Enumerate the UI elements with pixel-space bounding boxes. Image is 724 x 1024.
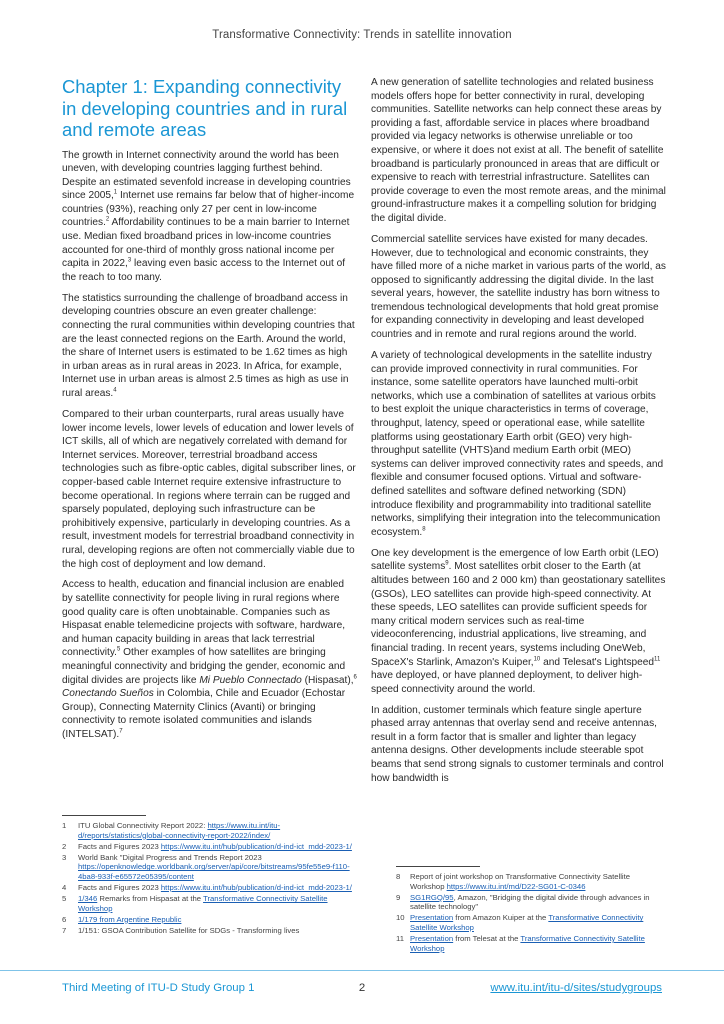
footnote-divider bbox=[396, 866, 480, 867]
chapter-title: Chapter 1: Expanding connectivity in developing countries and in rural and remote areas bbox=[62, 76, 348, 140]
footnote-ref-2[interactable]: 2 bbox=[105, 217, 110, 224]
footnote-6-link[interactable]: 1/179 from Argentine Republic bbox=[78, 914, 182, 924]
footnote-ref-8[interactable]: 8 bbox=[422, 526, 426, 533]
footnote-ref-4[interactable]: 4 bbox=[113, 387, 117, 394]
footnote-4-link[interactable]: https://www.itu.int/hub/publication/d-ind-ict_mdd-2023-1/ bbox=[160, 883, 352, 893]
footnote-11: 11 Presentation from Telesat at the Transformative Connectivity Satellite Workshop bbox=[396, 934, 645, 953]
footnote-ref-9[interactable]: 9 bbox=[445, 560, 449, 567]
footnote-2: 2 Facts and Figures 2023 https://www.itu.int/hub/publication/d-ind-ict_mdd-2023-1/ bbox=[62, 841, 352, 851]
footnote-11-workshop-link[interactable]: Transformative Connectivity Satellite Workshop bbox=[410, 934, 645, 953]
footnote-ref-11[interactable]: 11 bbox=[654, 656, 661, 663]
page-number: 2 bbox=[358, 982, 366, 994]
left-paragraph-2: The statistics surrounding the challenge of broadband access in developing countries obscure an even greater challenge: connecting the rural communities within developing countries that are the least connected regions on the Earth. Around the world, the share of Internet users is estimated to be 1.62 times as high in urban areas as in rural areas in 2023. In Africa, for example, Internet use in urban areas is almost 2.5 times as high as use in rural areas.$^4$ bbox=[62, 292, 355, 399]
left-column bbox=[62, 76, 357, 749]
right-paragraph-4: One key development is the emergence of low Earth orbit (LEO) satellite systems$^9$. Most satellites orbit closer to the Earth (at altitudes between 160 and 2 000 km) than geostationary satellites (GSOs), LEO satellites can provide high-speed connectivity. At these speeds, LEO satellites can provide sufficient speeds for many critical modern services such as real-time videoconferencing, industrial applications, live streaming, and financial trading. In recent years, systems including OneWeb, SpaceX's Starlink, Amazon's Kuiper,$^{10}$ and Telesat's Lightspeed$^{11}$ have deployed, or have planned deployment, to deliver high-speed connectivity around the world. bbox=[371, 547, 666, 695]
footnote-9-link[interactable]: SG1RGQ/95 bbox=[410, 892, 454, 902]
right-column bbox=[371, 76, 666, 793]
footnote-3-link[interactable]: https://openknowledge.worldbank.org/server/api/core/bitstreams/95fe55e9-f110-4ba8-933f-e65572e05395/content bbox=[78, 862, 350, 881]
footnote-ref-5[interactable]: 5 bbox=[116, 647, 121, 654]
footnote-10-workshop-link[interactable]: Transformative Connectivity Satellite Workshop bbox=[410, 913, 644, 932]
footnote-9: 9 SG1RGQ/95, Amazon, "Bridging the digital divide through advances in satellite technology" bbox=[396, 892, 650, 912]
right-paragraph-2: Commercial satellite services have existed for many decades. However, due to technological and economic constraints, they have filled more of a niche market in various parts of the world, as opposed to significantly addressing the digital divide. In the last several years, however, the satellite industry has born witness to tremendous technological developments that hold great promise for expanding connectivity in developing and least developed countries and in remote and rural regions around the world. bbox=[371, 233, 666, 341]
footnotes-right bbox=[396, 866, 662, 955]
footnote-ref-1[interactable]: 1 bbox=[113, 189, 118, 196]
footnote-5-workshop-link[interactable]: Transformative Connectivity Satellite Workshop bbox=[78, 894, 328, 913]
left-paragraph-3: Compared to their urban counterparts, rural areas usually have lower income levels, lower levels of education and lower levels of ICT skills, all of which are negatively correlated with demand for Internet services. Moreover, terrestrial broadband access technologies such as fibre-optic cables, digital subscriber lines, or copper-based cable Internet require extensive infrastructure to become operational. In regions where terrain can be rugged and sparsely populated, deploying such infrastructure can be prohibitively expensive, particularly in developing countries. As a result, investment models for terrestrial broadband connectivity in rural, developing regions are often not commercially viable due to the high cost of deployment and low demand. bbox=[62, 408, 356, 570]
footer-website-link[interactable]: www.itu.int/itu-d/sites/studygroups bbox=[490, 982, 662, 994]
footnote-divider bbox=[62, 815, 146, 816]
right-paragraph-1: A new generation of satellite technologies and related business models offers hope for better connectivity in rural, developing communities. Satellite networks can help connect these areas by providing a fast, affordable service in places where broadband provided via legacy networks is otherwise unreliable or too expensive, or where it does not exist at all. The benefit of satellite broadband is particularly pronounced in areas that are difficult or expensive to reach with terrestrial infrastructure. Satellites can provide coverage to even the most remote areas, and the minimal ground-infrastructure makes it a compelling solution for bridging the digital divide. bbox=[371, 77, 666, 224]
footnote-10-link[interactable]: Presentation bbox=[410, 913, 454, 923]
footnote-5-link[interactable]: 1/346 bbox=[78, 894, 98, 904]
footnote-3: 3 World Bank "Digital Progress and Trends Report 2023 https://openknowledge.worldbank.org/server/api/core/bitstreams/95fe55e9-f110-4ba8-933f-e65572e05395/content bbox=[62, 852, 350, 881]
footnote-6: 6 1/179 from Argentine Republic bbox=[62, 914, 182, 924]
footnote-1: 1 ITU Global Connectivity Report 2022: https://www.itu.int/itu-d/reports/statistics/global-connectivity-report-2022/index/ bbox=[62, 821, 281, 840]
footnote-ref-6[interactable]: 6 bbox=[353, 674, 357, 681]
footnote-7: 7 1/151: GSOA Contribution Satellite for SDGs - Transforming lives bbox=[62, 925, 300, 935]
footnote-8-link[interactable]: https://www.itu.int/md/D22-SG01-C-0346 bbox=[446, 881, 586, 891]
footnote-11-link[interactable]: Presentation bbox=[410, 934, 454, 944]
right-paragraph-5: In addition, customer terminals which feature single aperture phased array antennas that overlay send and receive antennas, result in a form factor that is smaller and lighter than legacy antenna designs. Other developments include steerable spot beams that send strong signals to customer terminals and control how bandwidth is bbox=[371, 704, 664, 784]
footnote-4: 4 Facts and Figures 2023 https://www.itu.int/hub/publication/d-ind-ict_mdd-2023-1/ bbox=[62, 883, 352, 893]
left-paragraph-1: The growth in Internet connectivity around the world has been uneven, with developing countries lagging furthest behind. Despite an estimated sevenfold increase in developing countries since 2005,$^1$ Internet use remains far below that of higher-income countries (93%), reaching only 27 per cent in low-income countries.$^2$ Affordability continues to be a main barrier to Internet use. Median fixed broadband prices in low-income countries accounted for one-third of monthly gross national income per capita in 2022,$^3$ leaving even basic access to the Internet out of the reach to too many. bbox=[62, 149, 355, 283]
footnote-ref-7[interactable]: 7 bbox=[119, 728, 123, 735]
footnotes-left bbox=[62, 815, 362, 937]
footnote-ref-3[interactable]: 3 bbox=[127, 257, 132, 264]
footnote-8: 8 Report of joint workshop on Transformative Connectivity Satellite Workshop https://www.itu.int/md/D22-SG01-C-0346 bbox=[396, 872, 631, 891]
footer-meeting-title: Third Meeting of ITU-D Study Group 1 bbox=[62, 982, 255, 994]
footnote-ref-10[interactable]: 10 bbox=[533, 656, 541, 663]
footnote-10: 10 Presentation from Amazon Kuiper at the Transformative Connectivity Satellite Workshop bbox=[396, 913, 644, 932]
left-paragraph-4: Access to health, education and financial inclusion are enabled by satellite connectivity for people living in rural regions where good quality care is often unobtainable. Companies such as Hispasat enable telemedicine projects with software, hardware, and human capacity building in areas that lack terrestrial connectivity.$^5$ Other examples of how satellites are bringing meaningful connectivity and bridging the gender, economic and digital divides are projects like Mi Pueblo Connectado (Hispasat),$^6$ Conectando Sueños in Colombia, Chile and Ecuador (Echostar Group), Connecting Maternity Clinics (Avanti) or bringing connectivity to remote isolated communities and islands (INTELSAT).$^7$ bbox=[62, 579, 357, 741]
running-header: Transformative Connectivity: Trends in satellite innovation bbox=[212, 29, 512, 41]
footnote-2-link[interactable]: https://www.itu.int/hub/publication/d-ind-ict_mdd-2023-1/ bbox=[160, 841, 352, 851]
footnote-1-link[interactable]: https://www.itu.int/itu-d/reports/statistics/global-connectivity-report-2022/index/ bbox=[78, 821, 281, 840]
footer-divider bbox=[0, 970, 724, 971]
right-paragraph-3: A variety of technological developments in the satellite industry can provide improved connectivity in rural communities. For instance, some satellite operators have launched multi-orbit networks, which use a combination of satellites at various orbits to best exploit the unique characteristics in terms of coverage, throughput, latency, speed or operational ease, while satellite platforms using geostationary Earth orbit (GEO) very high-throughput satellite (VHTS)and medium Earth orbit (MEO) systems can deliver improved connectivity rates and speeds, and flexible and consumer focused options. Virtual and software-defined satellites and software defined networking (SDN) introduce flexibility and programmability into traditional satellite networks, simplifying their integration into the telecommunication ecosystem.$^8$ bbox=[371, 350, 664, 538]
footnote-5: 5 1/346 Remarks from Hispasat at the Transformative Connectivity Satellite Workshop bbox=[62, 894, 328, 913]
